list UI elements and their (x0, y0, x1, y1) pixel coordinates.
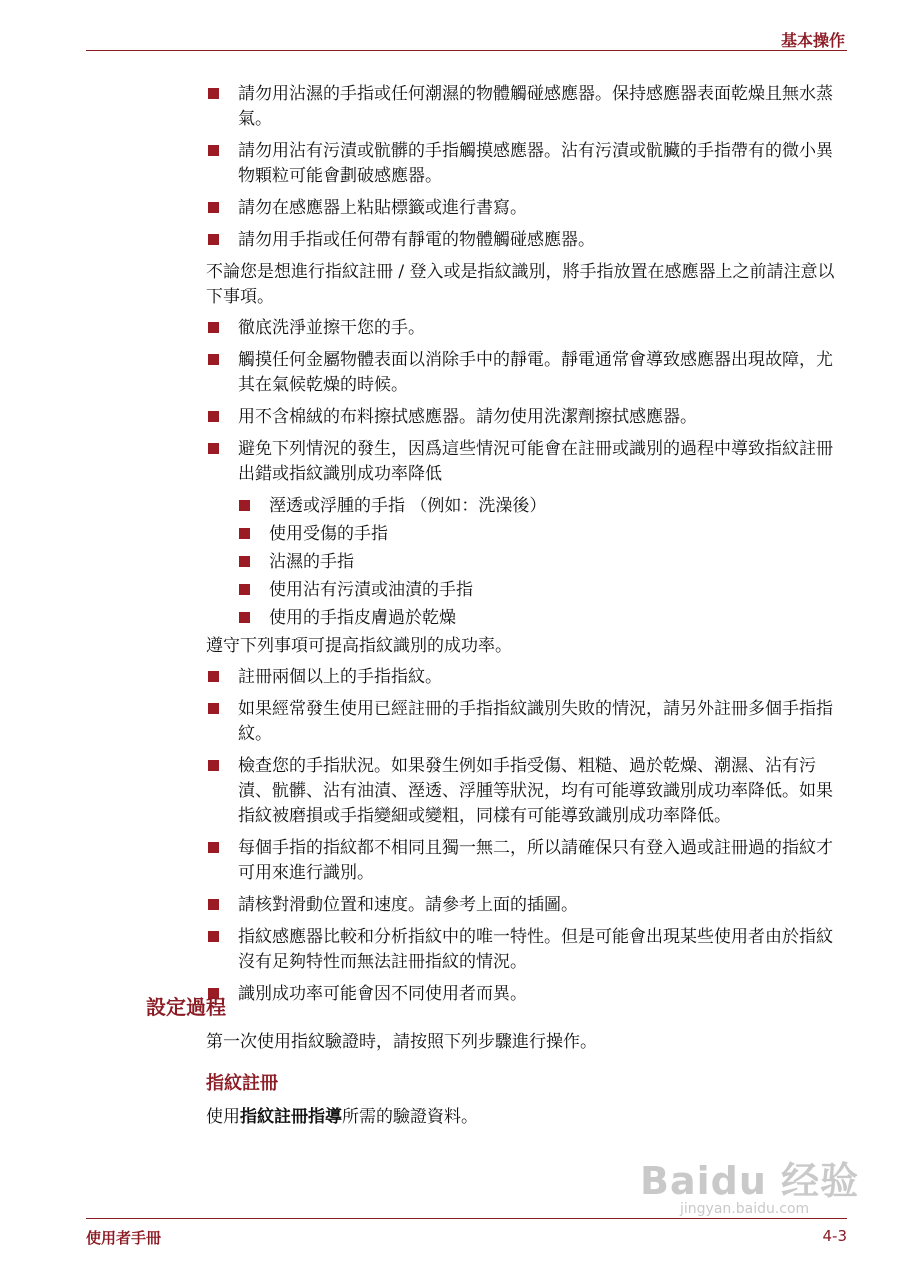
list-item: 徹底洗淨並擦干您的手。 (206, 316, 846, 341)
list-item: 請勿用沾濕的手指或任何潮濕的物體觸碰感應器。保持感應器表面乾燥且無水蒸氣。 (206, 82, 846, 132)
footer-title: 使用者手冊 (86, 1229, 162, 1247)
bullet-square-icon (239, 500, 250, 511)
watermark-logo: Baidu 经验 (640, 1159, 860, 1203)
bullet-square-icon (239, 612, 250, 623)
content (206, 82, 846, 1014)
watermark-url: jingyan.baidu.com (680, 1201, 810, 1217)
subsection-heading: 指紋註冊 (206, 1073, 278, 1094)
bullet-square-icon (208, 842, 219, 853)
bullet-square-icon (208, 202, 219, 213)
bullet-square-icon (208, 931, 219, 942)
sub-list-item: 沾濕的手指 (206, 550, 846, 575)
list-item: 每個手指的指紋都不相同且獨一無二，所以請確保只有登入過或註冊過的指紋才可用來進行識別。 (206, 836, 846, 886)
sub-list-item: 使用沾有污漬或油漬的手指 (206, 578, 846, 603)
header-rule (86, 50, 847, 51)
list-item: 識別成功率可能會因不同使用者而異。 (206, 982, 846, 1007)
bullet-square-icon (208, 760, 219, 771)
page-number: 4-3 (822, 1227, 847, 1245)
bullet-square-icon (208, 322, 219, 333)
header-title: 基本操作 (780, 31, 845, 50)
list-item: 用不含棉絨的布料擦拭感應器。請勿使用洗潔劑擦拭感應器。 (206, 405, 846, 430)
sub-list-item: 溼透或浮腫的手指 （例如：洗澡後） (206, 494, 846, 519)
paragraph-intro: 不論您是想進行指紋註冊 / 登入或是指紋識別，將手指放置在感應器上之前請注意以下事項。 (206, 262, 835, 307)
list-item: 指紋感應器比較和分析指紋中的唯一特性。但是可能會出現某些使用者由於指紋沒有足夠特性而無法註冊指紋的情況。 (206, 925, 846, 975)
bullet-square-icon (208, 899, 219, 910)
bullet-square-icon (208, 88, 219, 99)
bullet-square-icon (208, 411, 219, 422)
bullet-square-icon (239, 556, 250, 567)
section-heading: 設定過程 (146, 995, 226, 1019)
bullet-square-icon (239, 528, 250, 539)
bullet-square-icon (239, 584, 250, 595)
list-item: 檢查您的手指狀況。如果發生例如手指受傷、粗糙、過於乾燥、潮濕、沾有污漬、骯髒、沾有油漬、溼透、浮腫等狀況，均有可能導致識別成功率降低。如果指紋被磨損或手指變細或變粗，同樣有可能導致識別成功率降低。 (206, 754, 846, 829)
list-item: 觸摸任何金屬物體表面以消除手中的靜電。靜電通常會導致感應器出現故障，尤其在氣候乾燥的時候。 (206, 348, 846, 398)
sub-list-item: 使用的手指皮膚過於乾燥 (206, 606, 846, 631)
list-item: 請勿用沾有污漬或骯髒的手指觸摸感應器。沾有污漬或骯臟的手指帶有的微小異物顆粒可能會劃破感應器。 (206, 139, 846, 189)
watermark (640, 1150, 859, 1217)
bullet-square-icon (208, 671, 219, 682)
subsection-text: 使用指紋註冊指導所需的驗證資料。 (206, 1107, 478, 1127)
bullet-square-icon (208, 443, 219, 454)
list-item: 請勿用手指或任何帶有靜電的物體觸碰感應器。 (206, 228, 846, 253)
bullet-square-icon (208, 703, 219, 714)
list-item: 註冊兩個以上的手指指紋。 (206, 665, 846, 690)
section-text: 第一次使用指紋驗證時，請按照下列步驟進行操作。 (206, 1032, 597, 1052)
footer-rule (86, 1218, 847, 1219)
paragraph-tips: 遵守下列事項可提高指紋識別的成功率。 (206, 636, 512, 656)
bullet-square-icon (208, 234, 219, 245)
bullet-square-icon (208, 354, 219, 365)
list-item: 如果經常發生使用已經註冊的手指指紋識別失敗的情況，請另外註冊多個手指指紋。 (206, 697, 846, 747)
bullet-square-icon (208, 145, 219, 156)
list-item: 請核對滑動位置和速度。請參考上面的插圖。 (206, 893, 846, 918)
list-item: 避免下列情況的發生，因爲這些情況可能會在註冊或識別的過程中導致指紋註冊出錯或指紋識別成功率降低 (206, 437, 846, 487)
list-item: 請勿在感應器上粘貼標籤或進行書寫。 (206, 196, 846, 221)
sub-list-item: 使用受傷的手指 (206, 522, 846, 547)
